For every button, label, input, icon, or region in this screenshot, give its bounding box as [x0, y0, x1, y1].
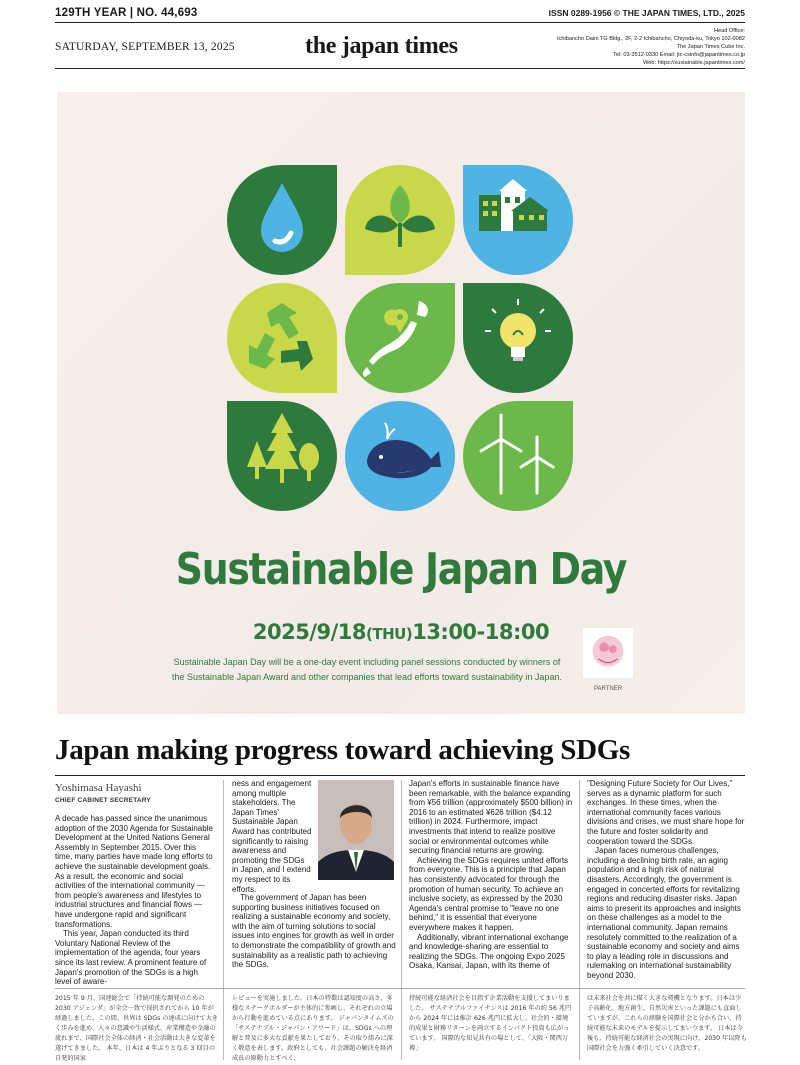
paragraph: Japan faces numerous challenges, including a declining birth rate, an aging population and a high risk of natural disasters. Accordingly, the government is engaged in concerted efforts for revitalizing regions and reducing disaster risks. Japan aims to present its approaches and insights on these challenges as a model to the international community. Japan remains resolutely committed to the realization of a sustainable economy and society and aims to play a leading role in discussions and rulemaking on international sustainability beyond 2030.: [587, 846, 741, 980]
event-banner: [57, 92, 745, 714]
masthead: [55, 7, 745, 21]
water-drop-icon: [227, 165, 337, 275]
paragraph: A decade has passed since the unanimous adoption of the 2030 Agenda for Sustainable Development at the United Nations General Assembly in September 2015. Over this time, many parties have made long efforts to achieve the sustainable development goals. As a result, the economic and social activities of the international community — from people's awareness and lifestyles to industrial structures and financial flows — have undergone rapid and significant transformations.: [55, 814, 213, 929]
event-description-line: Sustainable Japan Day will be a one-day event including panel sessions conducted by winners of: [173, 657, 561, 667]
office-line: Ichibancho Daini TG Bldg., 2F, 2-2 Ichibancho, Chiyoda-ku, Tokyo 102-0082: [557, 36, 745, 42]
japanese-column-2: レビューを実施しました。日本の特徴は認知度の高さ、多様なステークホルダーが主体的に参画し、それぞれの立場から行動を進めている点にあります。 ジャパンタイムズの「サステナブル・ジャパン・アワード」は、SDGs への理解と普及に多大な貢献を果たしており、その取り組みに深く敬意を表します。政府としても、社会課題の解決を経済成長の原動力とすべく、: [232, 995, 394, 1062]
headline-rule: [55, 775, 745, 776]
paragraph: The government of Japan has been supporting business initiatives focused on realizing a sustainable economy and society, with the aim of turning solutions to social issues into engines for growth as well in order to demonstrate the compatibility of growth and sustainability as a realistic path to achieving the SDGs.: [232, 893, 396, 970]
article-headline: Japan making progress toward achieving SDGs: [55, 734, 630, 766]
year-number: 129TH YEAR | NO. 44,693: [55, 7, 198, 19]
article-column-2-bottom: [232, 893, 397, 986]
office-line: The Japan Times Cube Inc.: [676, 44, 745, 50]
event-time: 13:00-18:00: [412, 620, 550, 644]
article-column-4: [587, 779, 747, 986]
column-divider: [579, 780, 580, 1060]
masthead-rule: [55, 68, 745, 69]
column-divider: [223, 780, 224, 1060]
japan-map-icon: [345, 283, 455, 393]
article-column-1: [55, 814, 215, 986]
partner-emblem-icon: [583, 628, 633, 678]
japanese-column-4: は未来社会を共に描く大きな契機となります。日本は少子高齢化、地方創生、自然災害といった課題にも直面していますが、これらの経験を国際社会と分かち合い、持続可能な未来のモデルを提示してまいります。 日本は今後も、持続可能な経済社会の実現に向け、2030 年以降も国際社会を力強く牽引していく決意です。: [587, 995, 747, 1052]
partner-label: PARTNER: [593, 686, 623, 692]
office-info: [515, 27, 745, 67]
buildings-icon: [463, 165, 573, 275]
event-date: [57, 620, 745, 644]
lightbulb-icon: [463, 283, 573, 393]
event-description-line: the Sustainable Japan Award and other companies that lead efforts toward sustainability in Japan.: [172, 672, 562, 682]
recycle-icon: [227, 283, 337, 393]
japanese-column-1: 2015 年 9 月、国連総会で「持続可能な開発のための 2030 アジェンダ」が全会一致で採択されてから 10 年が経過しました。この間、世界は SDGs の達成に向けて大きく歩みを進め、人々の意識や生活様式、産業構造や金融の流れまで、国際社会全体の経済・社会活動は大きな変革を遂げてきました。 本年、日本は 4 年ぶりとなる 3 回目の自発的国家: [55, 995, 218, 1062]
sdg-icon-grid: [227, 165, 575, 509]
portrait-icon: [318, 780, 394, 880]
japanese-section-rule: [55, 988, 745, 989]
event-title: Sustainable Japan Day: [175, 544, 627, 595]
event-description: [147, 655, 587, 685]
paragraph: Achieving the SDGs requires united efforts from everyone. This is a principle that Japan has consistently advocated for through the promotion of human security. To achieve an inclusive society, as expressed by the 2030 Agenda's central promise to "leave no one behind," it is essential that everyone everywhere makes it happen.: [409, 855, 569, 932]
paragraph: Japan's efforts in sustainable finance have been remarkable, with the balance expanding from ¥56 trillion (approximately $500 billion) in 2016 to an estimated ¥626 trillion ($4.12 trillion) in 2024. Furthermore, impact investments that intend to realize positive social or environmental outcomes while securing financial returns are growing.: [409, 779, 573, 856]
issn-line: ISSN 0289-1956 © THE JAPAN TIMES, LTD., 2025: [548, 8, 745, 18]
author-photo: [318, 780, 394, 880]
japanese-column-3: 持続可能な経済社会を目指す企業活動を支援してまいりました。 サステナブルファイナンスは 2016 年の約 56 兆円から 2024 年には推計 626 兆円に拡大し、社会的・環境的成果と財務リターンを両立するインパクト投資も広がっています。 国際的な知見共有の場として、「大阪・関西万博」: [409, 995, 572, 1052]
paragraph: Additionally, vibrant international exchange and knowledge-sharing are essential to realizing the SDGs. The ongoing Expo 2025 Osaka, Kansai, Japan, with its theme of: [409, 932, 569, 971]
sprout-icon: [345, 165, 455, 275]
article-column-3: [409, 779, 573, 986]
paragraph: This year, Japan conducted its third Voluntary National Review of the implementation of the agenda, four years since its last review. A prominent feature of Japan's promotion of the SDGs is a high level of aware-: [55, 929, 207, 987]
forest-icon: [227, 401, 337, 511]
issue-date: SATURDAY, SEPTEMBER 13, 2025: [55, 41, 235, 53]
office-line: Tel: 03-3512-0330 Email: jtc-csinfo@japantimes.co.jp: [613, 52, 745, 58]
paragraph: ness and engagement among multiple stakeholders. The Japan Times' Sustainable Japan Award has contributed significantly to raising awareness and promoting the SDGs in Japan, and I extend my respect to its efforts.: [232, 779, 312, 894]
article-column-2-top: [232, 779, 312, 894]
paragraph: "Designing Future Society for Our Lives," serves as a dynamic platform for such exchanges. In these times, when the international community faces various divisions and crises, we must share hope for the future and foster solidarity and cooperation toward the SDGs.: [587, 779, 745, 846]
partner-logo: [582, 627, 634, 679]
event-date-value: 2025/9/18: [252, 620, 367, 644]
whale-icon: [345, 401, 455, 511]
author-name: Yoshimasa Hayashi: [55, 782, 142, 794]
office-line: Head Office:: [714, 28, 745, 34]
top-rule: [55, 22, 745, 23]
office-line: Web: https://sustainable.japantimes.com/: [643, 60, 745, 66]
column-divider: [401, 780, 402, 1060]
wind-turbine-icon: [463, 401, 573, 511]
event-day: (THU): [366, 625, 413, 643]
newspaper-logo: the japan times: [305, 33, 458, 59]
author-title: CHIEF CABINET SECRETARY: [55, 797, 151, 804]
